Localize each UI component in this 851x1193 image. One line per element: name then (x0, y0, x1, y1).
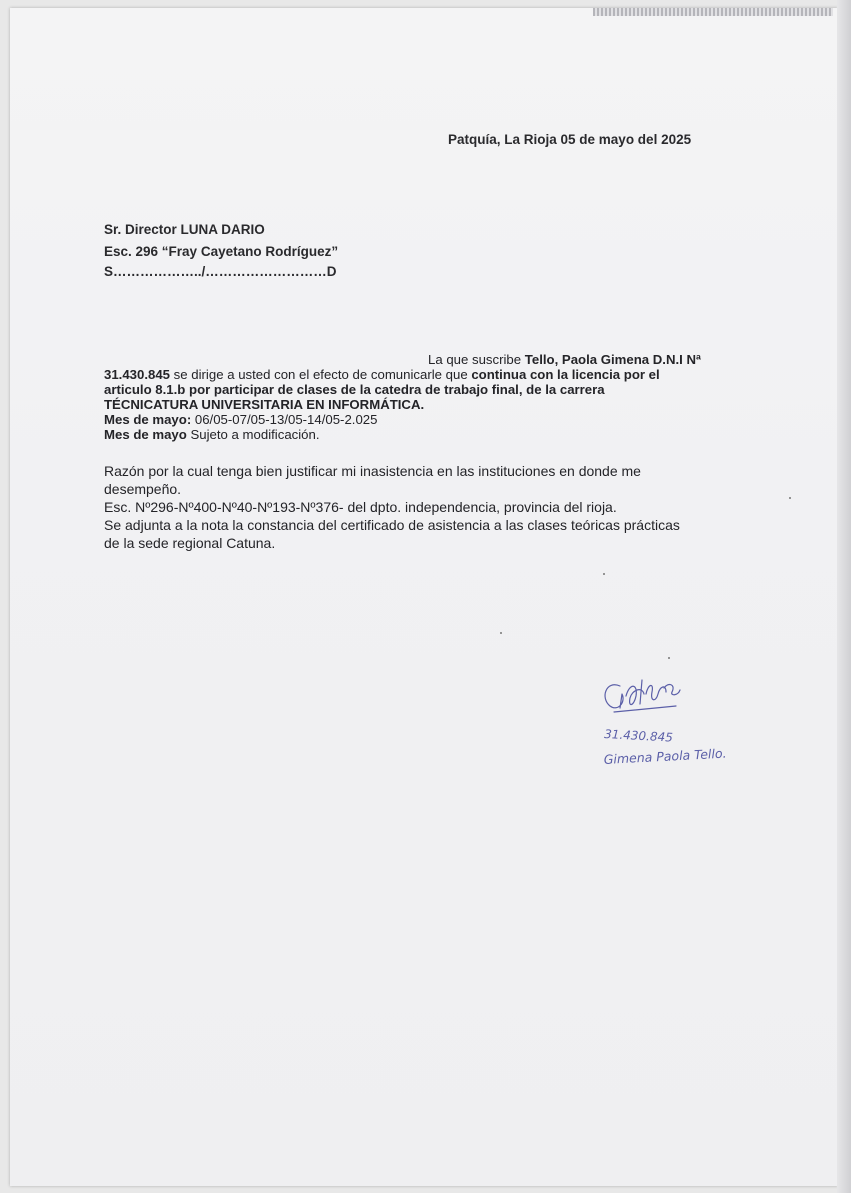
body-text: Sujeto a modificación. (186, 427, 320, 442)
body-bold: Tello, Paola Gimena D.N.I Nª (524, 352, 701, 367)
career-name: TÉCNICATURA UNIVERSITARIA EN INFORMÁTICA. (104, 397, 425, 412)
recipient-school: Esc. 296 “Fray Cayetano Rodríguez” (104, 244, 339, 259)
scan-speck (668, 657, 670, 659)
document-page (10, 8, 838, 1186)
body-bold: Mes de mayo: (104, 412, 192, 427)
body-bold: Mes de mayo (104, 427, 187, 442)
body-line-1 (104, 352, 704, 367)
letter-paragraph-2 (104, 462, 724, 552)
letter-body (104, 352, 704, 442)
body-dni: 31.430.845 (104, 367, 171, 382)
body-bold: continua con la licencia por el (471, 367, 660, 382)
recipient-name: Sr. Director LUNA DARIO (104, 222, 265, 237)
signature-name: Gimena Paola Tello. (603, 745, 727, 767)
para2-line-3: Esc. Nº296-Nº400-Nº40-Nº193-Nº376- del dpto. independencia, provincia del rioja. (104, 499, 617, 515)
para2-line-4: Se adjunta a la nota la constancia del certificado de asistencia a las clases teóricas prácticas (104, 517, 680, 533)
body-line-6 (104, 427, 704, 442)
para2-line-2: desempeño. (104, 481, 182, 497)
body-line-4 (104, 397, 704, 412)
body-line-3 (104, 382, 704, 397)
body-text: La que suscribe (428, 352, 525, 367)
signature-dni: 31.430.845 (603, 727, 674, 745)
body-bold: articulo 8.1.b por participar de clases de la catedra de trabajo final, de la carrera (104, 382, 605, 397)
body-text: se dirige a usted con el efecto de comunicarle que (170, 367, 472, 382)
body-line-2 (104, 367, 704, 382)
handwritten-signature (596, 672, 766, 782)
scan-speck (603, 573, 605, 575)
scan-speck (789, 497, 791, 499)
para2-line-1: Razón por la cual tenga bien justificar mi inasistencia en las instituciones en donde me (104, 463, 641, 479)
scan-shadow (837, 0, 851, 1193)
dates-list: 06/05-07/05-13/05-14/05-2.025 (191, 412, 378, 427)
body-line-5 (104, 412, 704, 427)
scan-speck (500, 632, 502, 634)
para2-line-5: de la sede regional Catuna. (104, 535, 276, 551)
place-date: Patquía, La Rioja 05 de mayo del 2025 (448, 132, 692, 147)
scan-edge-artifact (593, 8, 833, 16)
recipient-sd: S………………../………………………D (104, 264, 337, 279)
